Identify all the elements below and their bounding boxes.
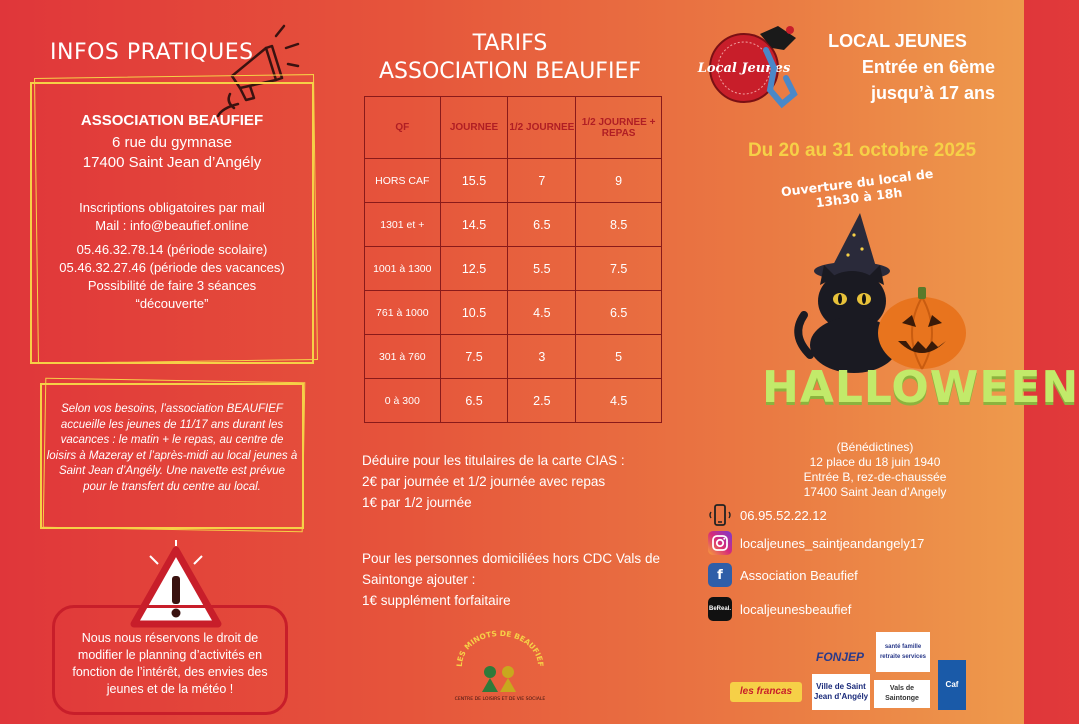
assoc-name: ASSOCIATION BEAUFIEF [80,112,264,129]
table-cell: 1301 et + [365,203,441,247]
table-cell: 6.5 [508,203,576,247]
local-addr-line3: Entrée B, rez-de-chaussée [803,470,947,484]
table-header-row [365,97,662,159]
table-cell: 2.5 [508,379,576,423]
mail-text: Mail : info@beaufief.online [95,218,249,233]
local-jeunes-logo [697,20,812,112]
table-cell: 4.5 [576,379,662,423]
lj-title-line3: jusqu’à 17 ans [870,83,995,103]
table-cell: 3 [508,335,576,379]
table-header: 1/2 JOURNEE [508,97,576,159]
francas-logo: les francas [730,682,802,702]
caf-logo: Caf [938,660,966,710]
table-cell: 9 [576,159,662,203]
table-header: JOURNEE [440,97,508,159]
table-cell: 5 [576,335,662,379]
cias-line2: 2€ par journée et 1/2 journée avec repas [362,474,606,489]
ssh-logo: santé famille retraite services [876,632,930,672]
table-cell: 5.5 [508,247,576,291]
local-address [760,440,990,500]
table-cell: 0 à 300 [365,379,441,423]
tarifs-title-line1: TARIFS [472,31,548,56]
svg-text:LES MINOTS DE BEAUFIEF [455,629,545,667]
local-addr-line1: (Bénédictines) [836,440,914,454]
address-line1: 6 rue du gymnase [111,134,233,151]
table-cell: 6.5 [440,379,508,423]
phone-school: 05.46.32.78.14 (période scolaire) [76,242,268,257]
table-cell: 761 à 1000 [365,291,441,335]
instagram-icon [708,531,732,555]
opening-hours: Ouverture du local de 13h30 à 18h [780,165,935,211]
halloween-title: HALLOWEEN [762,362,1079,413]
table-cell: 1001 à 1300 [365,247,441,291]
hors-cdc-line2: 1€ supplément forfaitaire [362,593,511,608]
instagram-handle: localjeunes_saintjeandangely17 [740,535,925,551]
table-row [365,335,662,379]
centre-loisirs-logo [452,622,548,706]
phone-icon [708,503,732,527]
table-cell: 7.5 [576,247,662,291]
table-cell: 8.5 [576,203,662,247]
italic-note: Selon vos besoins, l’association BEAUFIEF accueille les jeunes de 11/17 ans durant les vacances : le matin + le repas, au centre de loisirs à Mazeray et l’après-midi au local jeunes à Saint Jean d’Angély. Une navette est prévue pour le transfert du centre au local. [46,403,298,493]
table-cell: 301 à 760 [365,335,441,379]
contact-instagram [708,530,968,556]
table-cell: HORS CAF [365,159,441,203]
partner-logos [730,630,1020,720]
contact-bereal [708,596,968,622]
tarifs-title-line2: ASSOCIATION BEAUFIEF [378,59,642,84]
vals-logo: Vals de Saintonge [874,680,930,708]
cias-line3: 1€ par 1/2 journée [362,495,472,510]
info-content [30,112,314,313]
table-cell: 10.5 [440,291,508,335]
hors-cdc [362,548,660,611]
infos-title: INFOS PRATIQUES [50,40,254,65]
discovery-line1: Possibilité de faire 3 séances [87,278,257,293]
table-cell: 12.5 [440,247,508,291]
table-cell: 14.5 [440,203,508,247]
bereal-handle: localjeunesbeaufief [740,601,852,617]
lj-title-line2: Entrée en 6ème [861,57,995,77]
address-line2: 17400 Saint Jean d’Angély [82,154,262,171]
local-jeunes-title [800,28,995,106]
table-cell: 7 [508,159,576,203]
table-header: QF [365,97,441,159]
table-row [365,291,662,335]
halloween-cat-pumpkin-illustration [790,205,970,375]
tarifs-title [360,30,660,86]
table-cell: 15.5 [440,159,508,203]
cias-line1: Déduire pour les titulaires de la carte CIAS : [362,453,625,468]
facebook-icon: f [708,563,732,587]
table-cell: 4.5 [508,291,576,335]
discovery-line2: “découverte” [135,296,209,311]
table-row [365,379,662,423]
ville-logo: Ville de Saint Jean d’Angély [812,674,870,710]
logo-text-bottom: CENTRE DE LOISIRS ET DE VIE SOCIALE [454,697,546,702]
fonjep-logo: FONJEP [815,650,864,664]
phone-holiday: 05.46.32.27.46 (période des vacances) [59,260,285,275]
logo-text-top: LES MINOTS DE BEAUFIEF [454,628,546,668]
facebook-name: Association Beaufief [740,567,858,583]
table-cell: 7.5 [440,335,508,379]
contact-facebook [708,562,968,588]
table-cell: 6.5 [576,291,662,335]
table-row [365,203,662,247]
bereal-icon: BeReal. [708,597,732,621]
cias-reduction [362,450,660,513]
warning-note: Nous nous réservons le droit de modifier le planning d’activités en fonction de l’intérêt, des envies des jeunes et de la météo ! [72,631,268,696]
dates: Du 20 au 31 octobre 2025 [747,140,977,161]
lj-title-line1: LOCAL JEUNES [828,31,967,51]
hors-cdc-line1: Pour les personnes domiciliées hors CDC Vals de Saintonge ajouter : [362,551,660,587]
table-row [365,159,662,203]
phone-number: 06.95.52.22.12 [740,507,827,523]
logo-text: Local Jeunes [697,61,791,76]
local-addr-line4: 17400 Saint Jean d’Angely [803,485,947,499]
table-row [365,247,662,291]
table-header: 1/2 JOURNEE + REPAS [576,97,662,159]
tarifs-table [364,96,662,423]
local-addr-line2: 12 place du 18 juin 1940 [809,455,941,469]
inscriptions-text: Inscriptions obligatoires par mail [79,200,265,215]
contact-phone [708,502,968,528]
